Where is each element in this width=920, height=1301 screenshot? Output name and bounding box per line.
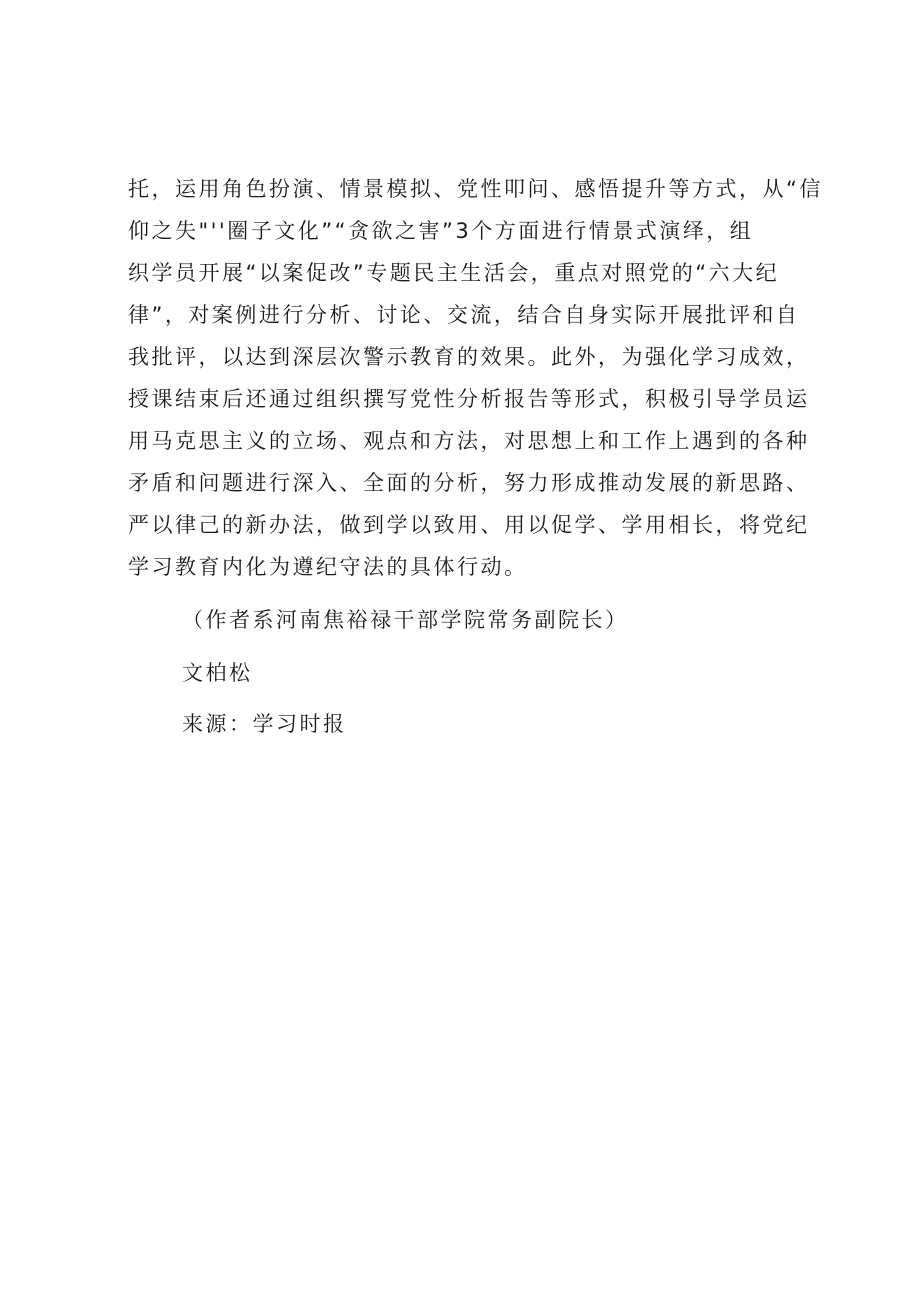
body-line: 织学员开展“以案促改”专题民主生活会，重点对照党的“六大纪 [128, 261, 780, 285]
body-line: 矛盾和问题进行深入、全面的分析，努力形成推动发展的新思路、 [128, 471, 810, 495]
body-line: 托，运用角色扮演、情景模拟、党性叩问、感悟提升等方式，从“信 [128, 177, 823, 201]
body-line: 授课结束后还通过组织撰写党性分析报告等形式，积极引导学员运 [128, 387, 810, 411]
body-line: 我批评，以达到深层次警示教育的效果。此外，为强化学习成效， [128, 345, 810, 369]
author-name: 文柏松 [182, 661, 253, 685]
body-line: 律”，对案例进行分析、讨论、交流，结合自身实际开展批评和自 [128, 303, 800, 327]
body-line: 学习教育内化为遵纪守法的具体行动。 [128, 555, 528, 579]
article-body [128, 168, 823, 588]
body-line: 严以律己的新办法，做到学以致用、用以促学、学用相长，将党纪 [128, 513, 810, 537]
author-note: （作者系河南焦裕禄干部学院常务副院长） [182, 608, 629, 632]
body-line: 仰之失"''圈子文化”“贪欲之害”3个方面进行情景式演绎，组 [128, 219, 754, 243]
source-line: 来源：学习时报 [182, 712, 347, 736]
body-line: 用马克思主义的立场、观点和方法，对思想上和工作上遇到的各种 [128, 429, 810, 453]
